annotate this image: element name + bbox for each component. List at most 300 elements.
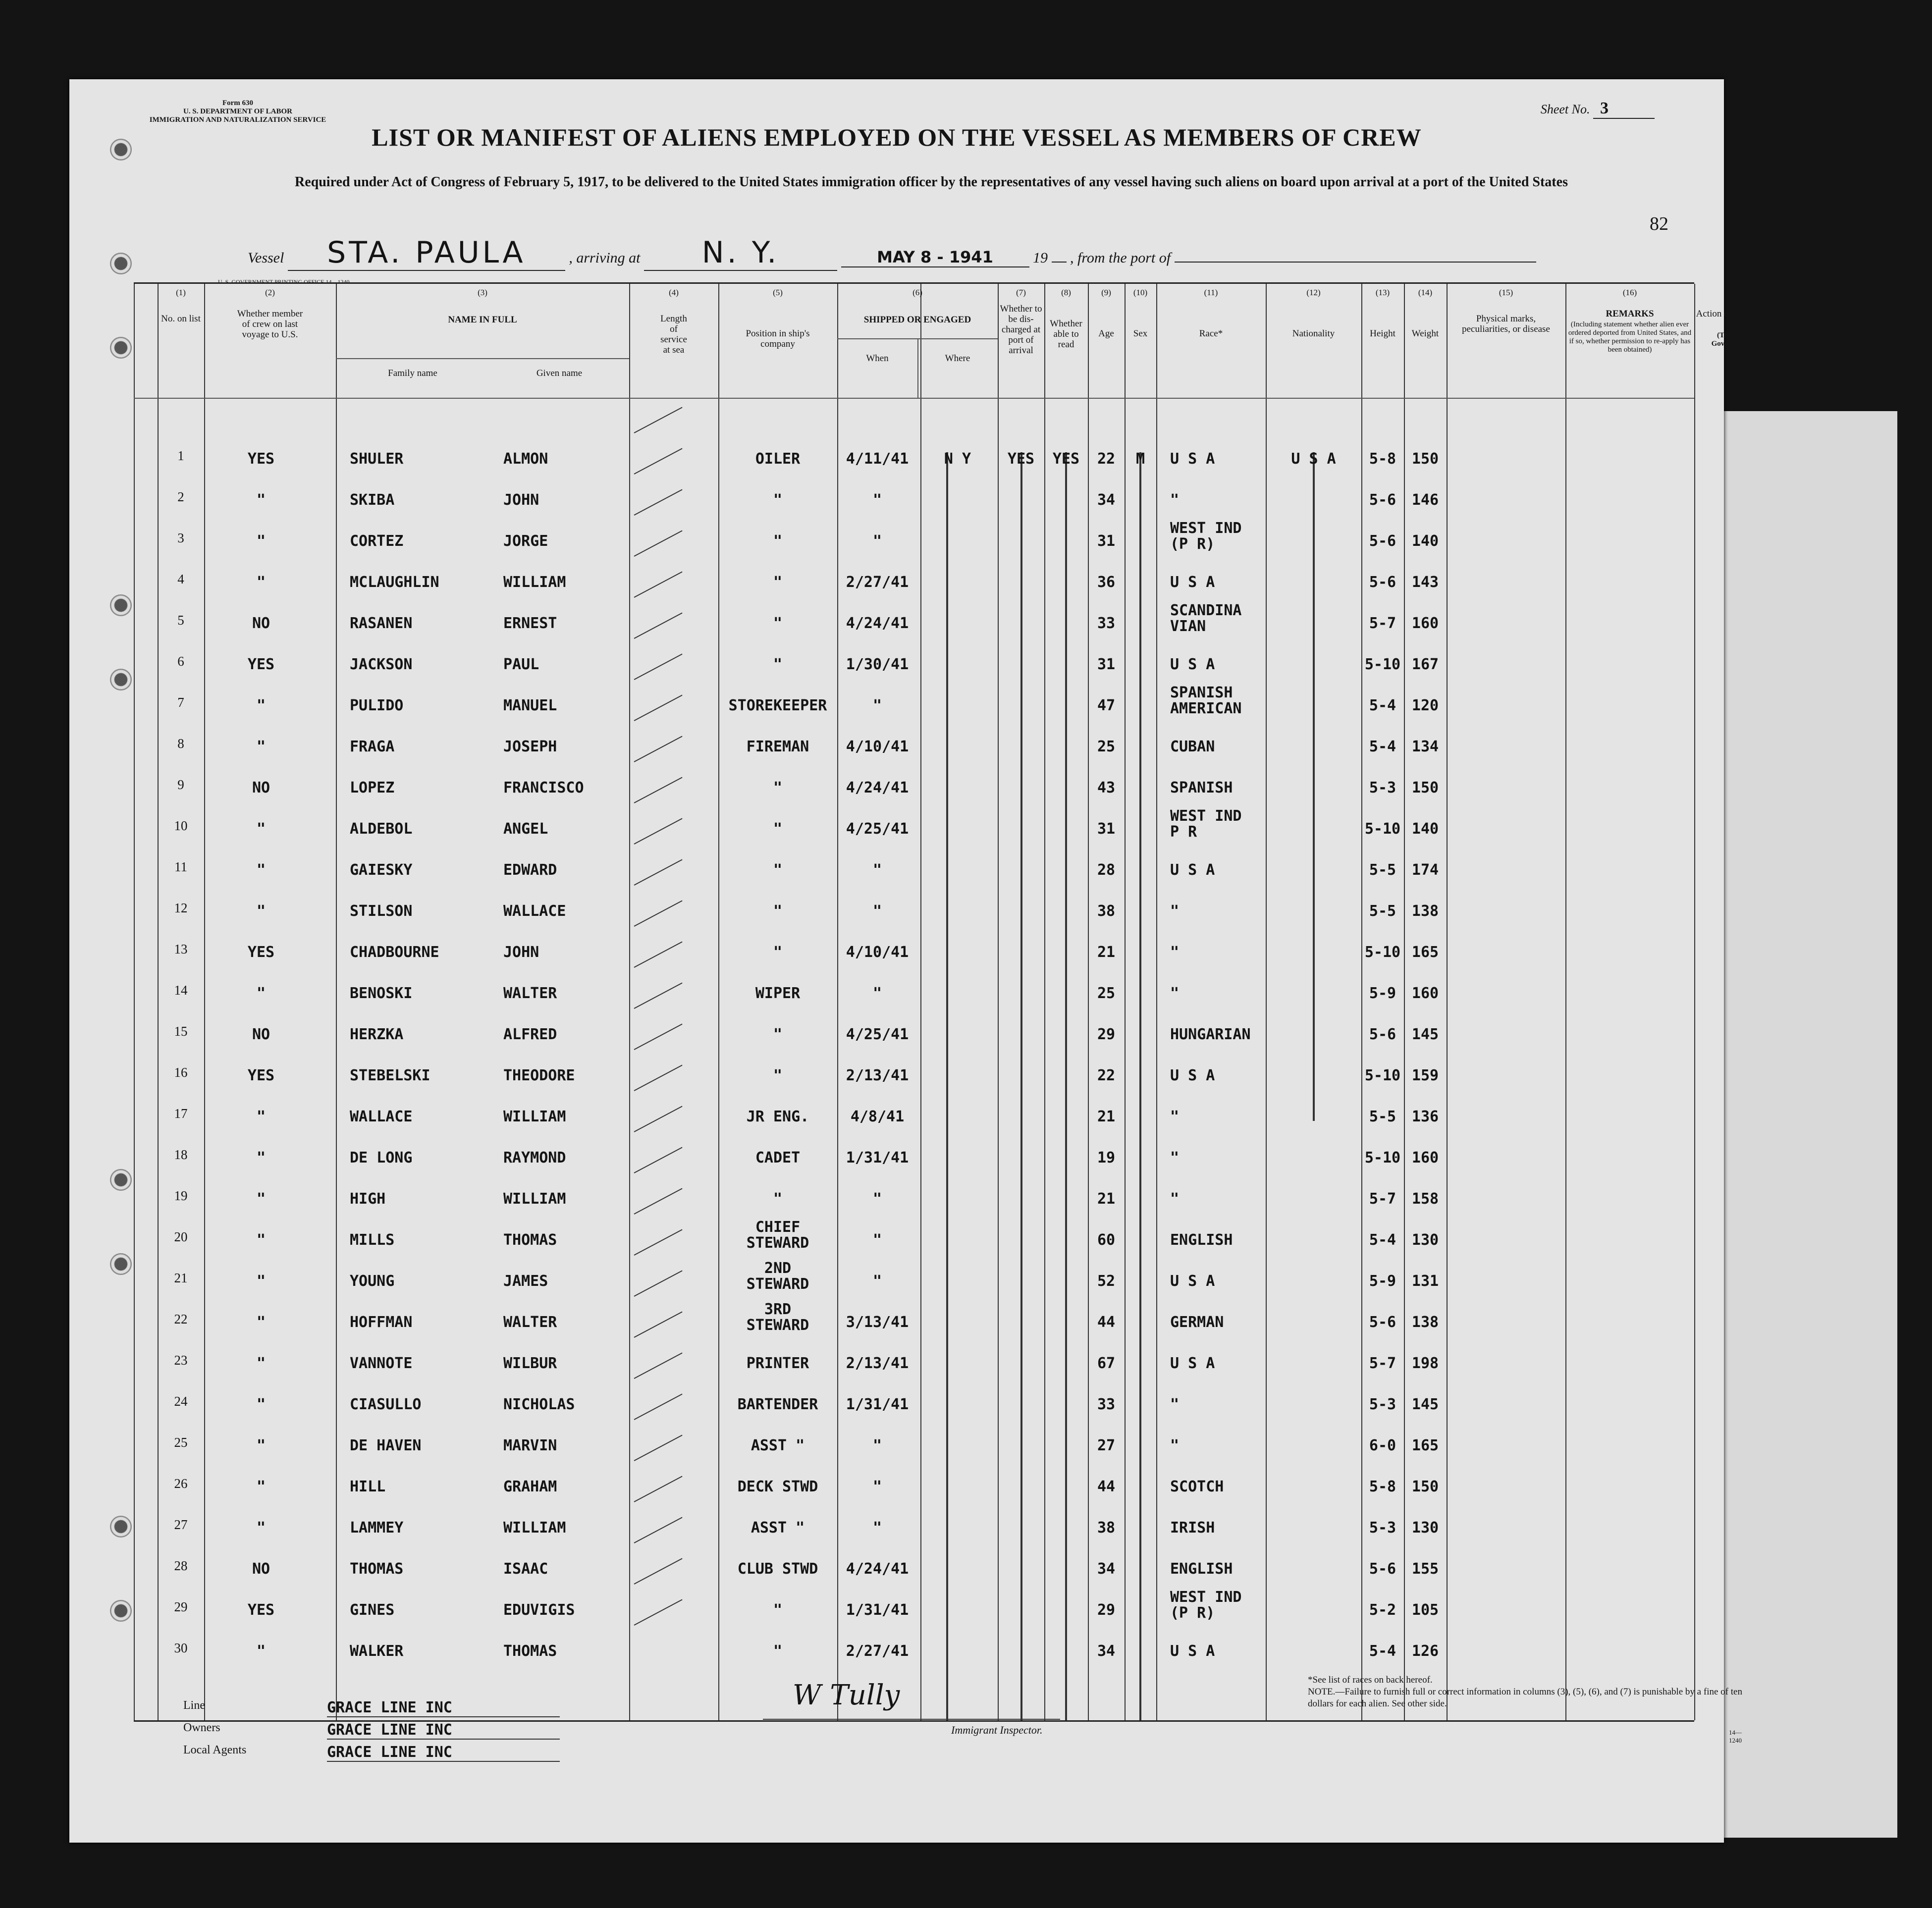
given-name: WALTER: [503, 1314, 557, 1331]
from-port-label: , from the port of: [1070, 250, 1171, 266]
shipped-when: 1/30/41: [846, 656, 909, 673]
header-name-in-full: NAME IN FULL: [448, 315, 517, 325]
table-row: [134, 1177, 1694, 1217]
stamp-number: 82: [1650, 213, 1668, 234]
footer-agents-row: [183, 1744, 580, 1763]
header-nationality: Nationality: [1292, 328, 1335, 339]
shipped-when: ": [872, 491, 882, 509]
table-row: [134, 1383, 1694, 1423]
race: SCOTCH: [1170, 1478, 1224, 1495]
family-name: WALKER: [350, 1643, 404, 1660]
family-name: JACKSON: [350, 656, 413, 673]
table-row: [134, 1013, 1694, 1053]
weight: 160: [1411, 985, 1439, 1002]
given-name: JORGE: [503, 532, 548, 550]
col-14-number: (14): [1418, 288, 1433, 297]
weight: 150: [1411, 779, 1439, 796]
row-number: 28: [174, 1558, 188, 1573]
given-name: JOHN: [503, 491, 539, 509]
last-voyage: ": [256, 697, 266, 714]
line-value: GRACE LINE INC: [327, 1699, 560, 1717]
last-voyage: ": [256, 1355, 266, 1372]
weight: 150: [1411, 1478, 1439, 1495]
age: 22: [1097, 450, 1116, 468]
race: ": [1170, 1149, 1180, 1166]
inspector-signature-line: [763, 1679, 1060, 1720]
row-number: 21: [174, 1271, 188, 1285]
year-prefix: 19: [1033, 250, 1048, 266]
height: 5-8: [1369, 1478, 1396, 1495]
header-physical-marks: Physical marks, peculiarities, or disease: [1462, 314, 1550, 334]
table-row: [134, 807, 1694, 847]
shipped-when: 4/24/41: [846, 779, 909, 796]
height: 5-5: [1369, 1108, 1396, 1125]
given-name: WALLACE: [503, 902, 566, 920]
header-sex: Sex: [1133, 328, 1148, 339]
printer-mark: U. S. GOVERNMENT PRINTING OFFICE 14—1240: [218, 278, 350, 285]
race: ": [1170, 1108, 1180, 1125]
punch-hole: [110, 1169, 132, 1191]
height: 5-7: [1369, 1190, 1396, 1208]
family-name: STEBELSKI: [350, 1067, 430, 1084]
age: 34: [1097, 1643, 1116, 1660]
weight: 130: [1411, 1519, 1439, 1537]
position: PRINTER: [746, 1355, 809, 1372]
age: 34: [1097, 1560, 1116, 1578]
family-name: SKIBA: [350, 491, 395, 509]
col-17-number: (17): [1746, 288, 1761, 297]
col-9-number: (9): [1101, 288, 1111, 297]
table-row: [134, 890, 1694, 929]
row-number: 30: [174, 1641, 188, 1655]
weight: 140: [1411, 820, 1439, 838]
position: WIPER: [755, 985, 801, 1002]
nationality: U S A: [1291, 450, 1336, 468]
row-number: 11: [174, 859, 187, 874]
department-name: U. S. DEPARTMENT OF LABOR: [183, 107, 293, 115]
height: 5-8: [1369, 450, 1396, 468]
given-name: ALFRED: [503, 1026, 557, 1043]
weight: 150: [1411, 450, 1439, 468]
manifest-sheet: [69, 79, 1812, 1843]
table-row: [134, 1136, 1694, 1176]
race: SPANISH: [1170, 779, 1233, 796]
header-position: Position in ship's company: [746, 328, 810, 349]
race: CUBAN: [1170, 738, 1215, 755]
position: CHIEF STEWARD: [746, 1219, 809, 1252]
row-number: 4: [177, 572, 184, 586]
family-name: HIGH: [350, 1190, 386, 1208]
col-3-number: (3): [478, 288, 487, 297]
footer-line-row: [183, 1699, 580, 1719]
last-voyage: ": [256, 1314, 266, 1331]
owners-value: GRACE LINE INC: [327, 1721, 560, 1740]
row-number: 19: [174, 1188, 188, 1203]
document-title: LIST OR MANIFEST OF ALIENS EMPLOYED ON THE VESSEL AS MEMBERS OF CREW: [372, 123, 1422, 151]
header-race: Race*: [1199, 328, 1223, 339]
header-when: When: [866, 353, 889, 364]
race: U S A: [1170, 450, 1215, 468]
row-number: 29: [174, 1599, 188, 1614]
family-name: ALDEBOL: [350, 820, 413, 838]
position: ": [773, 779, 783, 796]
given-name: JOSEPH: [503, 738, 557, 755]
position: ": [773, 944, 783, 961]
given-name: THOMAS: [503, 1643, 557, 1660]
shipped-when: 4/10/41: [846, 738, 909, 755]
height: 5-6: [1369, 1560, 1396, 1578]
given-name: WILLIAM: [503, 574, 566, 591]
last-voyage: ": [256, 491, 266, 509]
header-age: Age: [1098, 328, 1114, 339]
document-subtitle: Required under Act of Congress of February 5, 1917, to be delivered to the United States immigration officer by the representatives of any vessel having such aliens on board upon arrival at a port of the United States: [295, 174, 1568, 190]
given-name: WILLIAM: [503, 1190, 566, 1208]
race: WEST IND (P R): [1170, 520, 1242, 553]
given-name: WILLIAM: [503, 1519, 566, 1537]
position: 3RD STEWARD: [746, 1301, 809, 1334]
races-note: *See list of races on back hereof.: [1308, 1675, 1433, 1685]
height: 5-7: [1369, 615, 1396, 632]
race: ": [1170, 902, 1180, 920]
last-voyage: YES: [247, 450, 275, 468]
agents-label: Local Agents: [183, 1744, 247, 1756]
height: 5-3: [1369, 1396, 1396, 1413]
age: 31: [1097, 656, 1116, 673]
given-name: THOMAS: [503, 1231, 557, 1249]
row-number: 23: [174, 1353, 188, 1368]
owners-label: Owners: [183, 1721, 220, 1734]
height: 5-7: [1369, 1355, 1396, 1372]
year-blank: [1052, 262, 1067, 263]
given-name: WILBUR: [503, 1355, 557, 1372]
position: ": [773, 1067, 783, 1084]
weight: 159: [1411, 1067, 1439, 1084]
punch-hole: [110, 594, 132, 616]
position: JR ENG.: [746, 1108, 809, 1125]
age: 67: [1097, 1355, 1116, 1372]
weight: 131: [1411, 1272, 1439, 1290]
age: 19: [1097, 1149, 1116, 1166]
table-row: [134, 561, 1694, 600]
table-row: [134, 1465, 1694, 1505]
sheet-number-label: Sheet No.: [1540, 102, 1590, 116]
shipped-when: 2/13/41: [846, 1355, 909, 1372]
family-name: HILL: [350, 1478, 386, 1495]
race: U S A: [1170, 1643, 1215, 1660]
age: 27: [1097, 1437, 1116, 1454]
height: 5-10: [1364, 944, 1401, 961]
weight: 145: [1411, 1396, 1439, 1413]
header-inspector-action: Action of Immigrant Inspector: [1696, 309, 1812, 319]
arriving-port: N. Y.: [644, 235, 837, 271]
inspector-label: Immigrant Inspector.: [951, 1724, 1043, 1736]
position: DECK STWD: [737, 1478, 818, 1495]
position: CADET: [755, 1149, 801, 1166]
col-5-number: (5): [773, 288, 783, 297]
height: 5-6: [1369, 574, 1396, 591]
table-row: [134, 437, 1694, 477]
position: ": [773, 1190, 783, 1208]
arriving-label: , arriving at: [569, 250, 641, 266]
given-name: ALMON: [503, 450, 548, 468]
last-voyage: ": [256, 1149, 266, 1166]
height: 5-9: [1369, 1272, 1396, 1290]
position: ": [773, 861, 783, 879]
given-name: WALTER: [503, 985, 557, 1002]
position: ": [773, 1643, 783, 1660]
age: 38: [1097, 902, 1116, 920]
height: 5-6: [1369, 491, 1396, 509]
row-number: 14: [174, 983, 188, 998]
race: ": [1170, 985, 1180, 1002]
form-code: 14—1240: [1729, 1729, 1742, 1744]
shipped-when: 4/25/41: [846, 1026, 909, 1043]
col-13-number: (13): [1375, 288, 1390, 297]
shipped-when: ": [872, 1190, 882, 1208]
family-name: HERZKA: [350, 1026, 404, 1043]
family-name: VANNOTE: [350, 1355, 413, 1372]
age: 44: [1097, 1478, 1116, 1495]
header-family-name: Family name: [388, 368, 437, 378]
given-name: ANGEL: [503, 820, 548, 838]
table-row: [134, 766, 1694, 806]
position: OILER: [755, 450, 801, 468]
last-voyage: ": [256, 1437, 266, 1454]
family-name: PULIDO: [350, 697, 404, 714]
family-name: LOPEZ: [350, 779, 395, 796]
col-7-number: (7): [1016, 288, 1026, 297]
last-voyage: ": [256, 574, 266, 591]
family-name: THOMAS: [350, 1560, 404, 1578]
family-name: BENOSKI: [350, 985, 413, 1002]
height: 5-6: [1369, 1314, 1396, 1331]
position: ": [773, 902, 783, 920]
weight: 155: [1411, 1560, 1439, 1578]
age: 31: [1097, 820, 1116, 838]
race: ": [1170, 1396, 1180, 1413]
discharged: YES: [1007, 450, 1035, 468]
header-length-of-service: Length of service at sea: [660, 314, 687, 355]
header-weight: Weight: [1411, 328, 1439, 339]
punch-hole: [110, 1516, 132, 1537]
height: 5-5: [1369, 902, 1396, 920]
header-height: Height: [1370, 328, 1395, 339]
family-name: FRAGA: [350, 738, 395, 755]
family-name: DE LONG: [350, 1149, 413, 1166]
shipped-when: ": [872, 1272, 882, 1290]
table-row: [134, 602, 1694, 641]
last-voyage: ": [256, 1643, 266, 1660]
given-name: JAMES: [503, 1272, 548, 1290]
row-number: 7: [177, 695, 184, 710]
last-voyage: ": [256, 1519, 266, 1537]
position: ": [773, 656, 783, 673]
last-voyage: ": [256, 532, 266, 550]
able-to-read: YES: [1052, 450, 1080, 468]
table-row: [134, 643, 1694, 683]
sheet-number: [1541, 99, 1655, 119]
race: ": [1170, 1190, 1180, 1208]
last-voyage: NO: [252, 1560, 270, 1578]
age: 36: [1097, 574, 1116, 591]
age: 21: [1097, 944, 1116, 961]
family-name: HOFFMAN: [350, 1314, 413, 1331]
age: 33: [1097, 1396, 1116, 1413]
position: 2ND STEWARD: [746, 1260, 809, 1293]
age: 25: [1097, 738, 1116, 755]
family-name: STILSON: [350, 902, 413, 920]
race: SPANISH AMERICAN: [1170, 684, 1242, 717]
punch-hole: [110, 1600, 132, 1622]
table-row: [134, 1342, 1694, 1381]
height: 5-5: [1369, 861, 1396, 879]
position: ": [773, 532, 783, 550]
shipped-when: 4/24/41: [846, 1560, 909, 1578]
race: WEST IND P R: [1170, 807, 1242, 841]
shipped-when: ": [872, 532, 882, 550]
form-identification: [129, 99, 347, 124]
last-voyage: ": [256, 861, 266, 879]
age: 43: [1097, 779, 1116, 796]
height: 5-3: [1369, 1519, 1396, 1537]
height: 5-10: [1364, 1149, 1401, 1166]
shipped-when: ": [872, 1231, 882, 1249]
penalty-note: NOTE.—Failure to furnish full or correct information in columns (3), (5), (6), and (7) is punishable by a fine of ten dollars for each alien. See other side.: [1308, 1687, 1742, 1709]
family-name: GINES: [350, 1601, 395, 1619]
last-voyage: ": [256, 1108, 266, 1125]
weight: 198: [1411, 1355, 1439, 1372]
row-number: 12: [174, 901, 188, 915]
header-given-name: Given name: [536, 368, 583, 378]
age: 38: [1097, 1519, 1116, 1537]
punch-hole: [110, 1253, 132, 1275]
col-6-number: (6): [912, 288, 922, 297]
shipped-when: ": [872, 697, 882, 714]
race: U S A: [1170, 861, 1215, 879]
service-name: IMMIGRATION AND NATURALIZATION SERVICE: [149, 116, 326, 124]
crew-table: [134, 282, 1812, 1722]
position: ": [773, 615, 783, 632]
given-name: GRAHAM: [503, 1478, 557, 1495]
weight: 105: [1411, 1601, 1439, 1619]
family-name: GAIESKY: [350, 861, 413, 879]
height: 5-2: [1369, 1601, 1396, 1619]
height: 5-9: [1369, 985, 1396, 1002]
header-no-on-list: No. on list: [161, 314, 201, 324]
height: 5-4: [1369, 1231, 1396, 1249]
height: 5-6: [1369, 532, 1396, 550]
header-discharged: Whether to be dis-charged at port of arrival: [1000, 304, 1042, 356]
position: ": [773, 574, 783, 591]
col-1-number: (1): [176, 288, 186, 297]
last-voyage: ": [256, 1272, 266, 1290]
shipped-when: 4/25/41: [846, 820, 909, 838]
row-number: 5: [177, 613, 184, 628]
last-voyage: ": [256, 738, 266, 755]
position: ": [773, 1601, 783, 1619]
punch-hole: [110, 337, 132, 359]
table-row: [134, 1547, 1694, 1587]
last-voyage: NO: [252, 615, 270, 632]
shipped-when: ": [872, 1519, 882, 1537]
given-name: THEODORE: [503, 1067, 575, 1084]
weight: 136: [1411, 1108, 1439, 1125]
family-name: WALLACE: [350, 1108, 413, 1125]
shipped-where: N Y: [944, 450, 971, 468]
table-row: [134, 972, 1694, 1011]
last-voyage: ": [256, 985, 266, 1002]
col-8-number: (8): [1061, 288, 1071, 297]
header-able-to-read: Whether able to read: [1050, 318, 1082, 350]
table-row: [134, 1219, 1694, 1258]
age: 29: [1097, 1026, 1116, 1043]
shipped-when: 4/8/41: [850, 1108, 905, 1125]
position: ASST ": [751, 1437, 805, 1454]
row-number: 18: [174, 1147, 188, 1162]
race: ": [1170, 944, 1180, 961]
row-number: 6: [177, 654, 184, 669]
form-number: Form 630: [222, 99, 254, 107]
weight: 140: [1411, 532, 1439, 550]
race: U S A: [1170, 656, 1215, 673]
position: ": [773, 1026, 783, 1043]
last-voyage: YES: [247, 944, 275, 961]
position: CLUB STWD: [737, 1560, 818, 1578]
shipped-when: ": [872, 902, 882, 920]
race: WEST IND (P R): [1170, 1589, 1242, 1622]
weight: 165: [1411, 944, 1439, 961]
family-name: MCLAUGHLIN: [350, 574, 439, 591]
table-row: [134, 1054, 1694, 1094]
position: STOREKEEPER: [728, 697, 827, 714]
shipped-when: 4/10/41: [846, 944, 909, 961]
weight: 145: [1411, 1026, 1439, 1043]
race: ENGLISH: [1170, 1231, 1233, 1249]
shipped-when: 4/11/41: [846, 450, 909, 468]
arrival-date-stamp: MAY 8 - 1941: [841, 248, 1029, 267]
given-name: RAYMOND: [503, 1149, 566, 1166]
col-15-number: (15): [1499, 288, 1513, 297]
height: 5-4: [1369, 697, 1396, 714]
age: 34: [1097, 491, 1116, 509]
race: ": [1170, 1437, 1180, 1454]
col-2-number: (2): [265, 288, 275, 297]
age: 33: [1097, 615, 1116, 632]
family-name: YOUNG: [350, 1272, 395, 1290]
table-row: [134, 684, 1694, 724]
table-row: [134, 1095, 1694, 1135]
service-length-mark: [634, 407, 683, 433]
given-name: MANUEL: [503, 697, 557, 714]
shipped-when: 2/27/41: [846, 1643, 909, 1660]
row-number: 13: [174, 942, 188, 956]
height: 5-4: [1369, 738, 1396, 755]
age: 44: [1097, 1314, 1116, 1331]
shipped-when: ": [872, 1437, 882, 1454]
shipped-when: 1/31/41: [846, 1149, 909, 1166]
position: ": [773, 491, 783, 509]
shipped-when: 2/27/41: [846, 574, 909, 591]
vessel-name: STA. PAULA: [288, 235, 565, 271]
height: 6-0: [1369, 1437, 1396, 1454]
table-row: [134, 931, 1694, 970]
from-port: [1175, 262, 1536, 263]
row-number: 16: [174, 1065, 188, 1080]
age: 47: [1097, 697, 1116, 714]
given-name: PAUL: [503, 656, 539, 673]
last-voyage: YES: [247, 656, 275, 673]
age: 21: [1097, 1108, 1116, 1125]
